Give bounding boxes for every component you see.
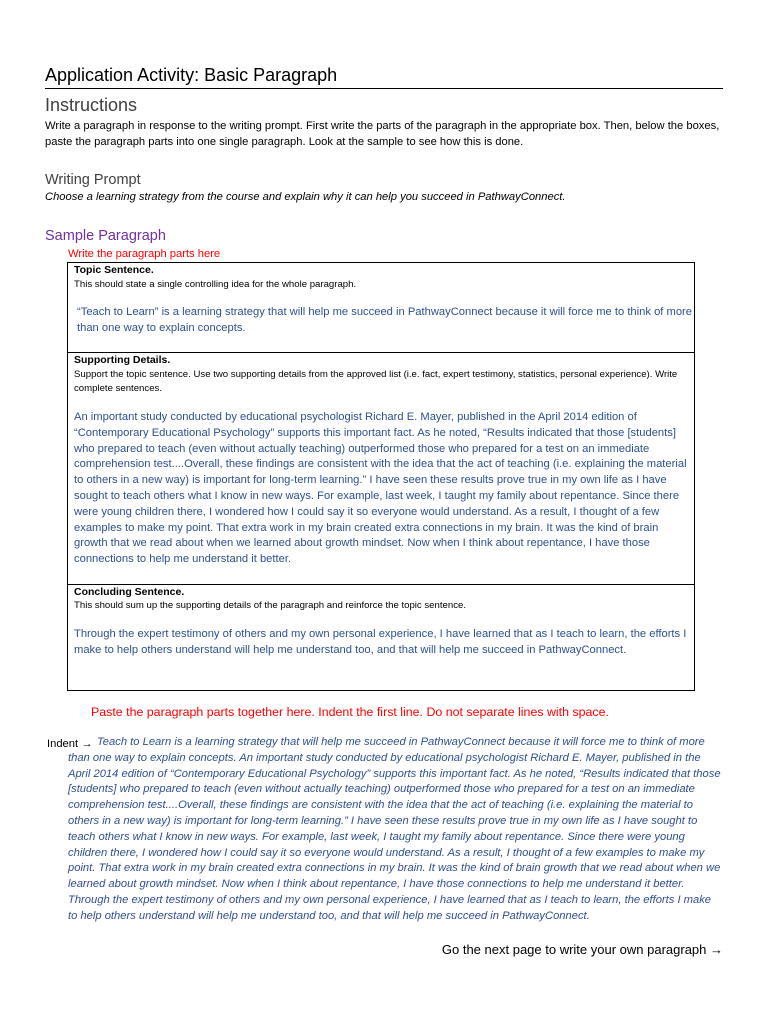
writing-prompt-heading: Writing Prompt — [45, 172, 141, 188]
box-instruction-label: Write the paragraph parts here — [68, 248, 221, 260]
combined-paragraph: Teach to Learn is a learning strategy that will help me succeed in PathwayConnect because it will force me to think of more than one way to explain concepts. An important study conducted by educational psychologist Richard E. Mayer, published in the April 2014 edition of “Contemporary Educational Psychology” supports this important fact. As he noted, “Results indicated that those [students] who prepared to teach (even without actually teaching) outperformed those who prepared for a test on an immediate comprehension test....Overall, these findings are consistent with the idea that the act of teaching (i.e. explaining the material to others in a new way) is important for long-term learning.” I have seen these results prove true in my own life as I have sought to teach others what I know in new ways. For example, last week, I taught my family about repentance. Since there were young children there, I wondered how I could say it so everyone would understand. As a result, I thought of a few examples to make my point. That extra work in my brain created extra connections in my brain. It was the kind of brain growth that we read about when we learned about growth mindset. Now when I think about repentance, I have those connections to help me understand it better. Through the expert testimony of others and my own personal experience, I have learned that as I teach to learn, the efforts I make to help others understand will help me understand too, and that will help me succeed in PathwayConnect. — [68, 736, 721, 922]
supporting-details-box — [67, 352, 695, 585]
paste-instruction-label: Paste the paragraph parts together here. Indent the first line. Do not separate lines with space. — [91, 705, 609, 719]
writing-prompt-text: Choose a learning strategy from the course and explain why it can help you succeed in PathwayConnect. — [45, 191, 566, 203]
supporting-details-heading: Supporting Details. — [74, 354, 171, 366]
page-title: Application Activity: Basic Paragraph — [45, 64, 723, 89]
concluding-sentence-box — [67, 584, 695, 691]
sample-paragraph-heading: Sample Paragraph — [45, 228, 166, 244]
supporting-details-description: Support the topic sentence. Use two supporting details from the approved list (i.e. fact, expert testimony, statistics, personal experience). Write complete sentences. — [74, 369, 678, 394]
instructions-text: Write a paragraph in response to the writing prompt. First write the parts of the paragraph in the appropriate box. Then, below the boxes, paste the paragraph parts into one single paragraph. Look at the sample to see how this is done. — [45, 120, 720, 148]
next-page-note: Go the next page to write your own paragraph → — [441, 942, 723, 957]
concluding-sentence-heading: Concluding Sentence. — [74, 586, 185, 598]
topic-sentence-heading: Topic Sentence. — [74, 264, 154, 276]
topic-sentence-description: This should state a single controlling idea for the whole paragraph. — [74, 279, 357, 290]
topic-sentence-box — [67, 262, 695, 353]
concluding-sentence-description: This should sum up the supporting details of the paragraph and reinforce the topic sentence. — [74, 600, 466, 611]
supporting-details-text: An important study conducted by educational psychologist Richard E. Mayer, published in the April 2014 edition of “Contemporary Educational Psychology” supports this important fact. As he noted, “Results indicated that those [students] who prepared to teach (even without actually teaching) outperformed those who prepared for a test on an immediate comprehension test....Overall, these findings are consistent with the idea that the act of teaching (i.e. explaining the material to others in a new way) is important for long-term learning.” I have seen these results prove true in my own life as I have sought to teach others what I know in new ways. For example, last week, I taught my family about repentance. Since there were young children there, I wondered how I could say it so everyone would understand. As a result, I thought of a few examples to make my point. That extra work in my brain created extra connections in my brain. It was the kind of brain growth that we read about when we learned about growth mindset. Now when I think about repentance, I have those connections to help me understand it better. — [74, 411, 687, 566]
topic-sentence-text: “Teach to Learn” is a learning strategy that will help me succeed in PathwayConnect because it will force me to think of more than one way to explain concepts. — [77, 306, 692, 334]
instructions-heading: Instructions — [45, 95, 138, 115]
concluding-sentence-text: Through the expert testimony of others and my own personal experience, I have learned that as I teach to learn, the efforts I make to help others understand will help me understand too, and that will help me succeed in PathwayConnect. — [74, 628, 687, 656]
indent-label: Indent → — [47, 738, 93, 750]
